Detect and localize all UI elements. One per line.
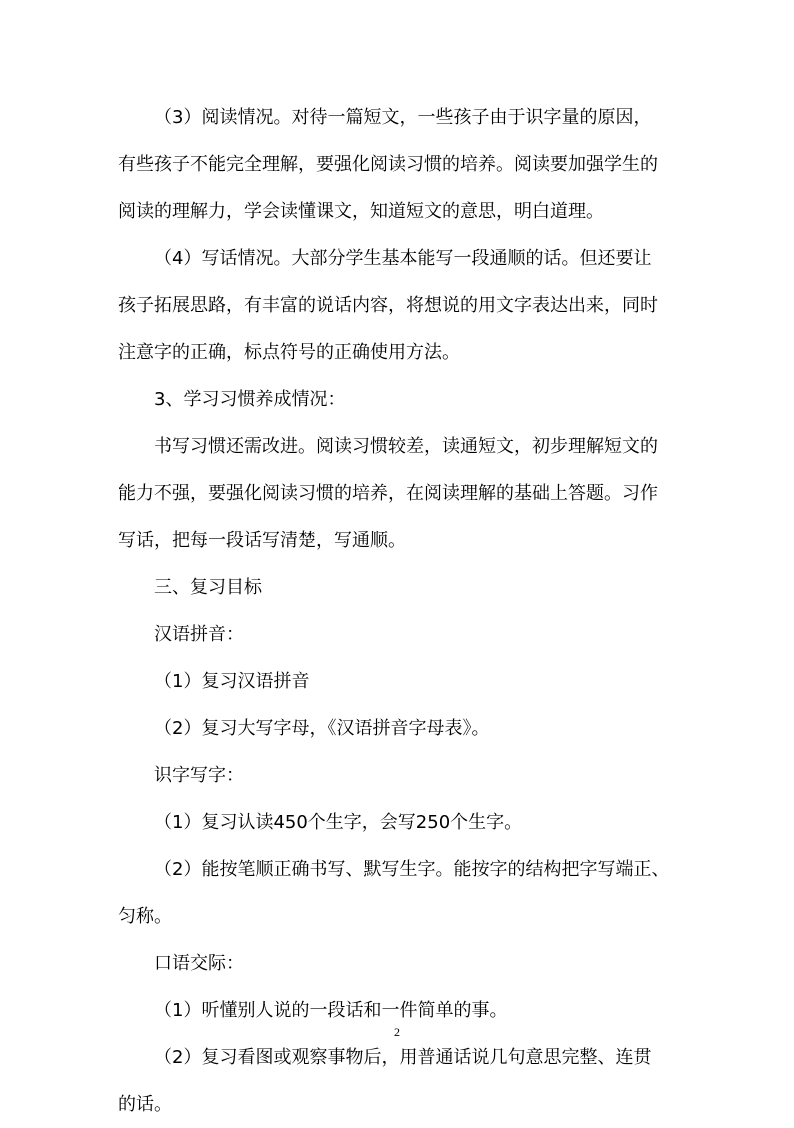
text-line: 汉语拼音： (154, 624, 244, 645)
text-line: （3）阅读情况。对待一篇短文，一些孩子由于识字量的原因， (154, 107, 652, 128)
text-line: 注意字的正确，标点符号的正确使用方法。 (118, 342, 460, 363)
text-line: 有些孩子不能完全理解，要强化阅读习惯的培养。阅读要加强学生的 (118, 154, 658, 175)
text-line: 能力不强，要强化阅读习惯的培养，在阅读理解的基础上答题。习作 (118, 483, 658, 504)
page-number: 2 (394, 1025, 400, 1039)
text-line: 三、复习目标 (154, 577, 262, 598)
text-line: （1）复习认读450个生字，会写250个生字。 (154, 812, 523, 833)
text-line: 识字写字： (154, 765, 244, 786)
text-line: 3、学习习惯养成情况： (154, 389, 346, 410)
text-line: 写话，把每一段话写清楚，写通顺。 (118, 530, 406, 551)
text-line: （4）写话情况。大部分学生基本能写一段通顺的话。但还要让 (154, 248, 652, 269)
text-line: （1）复习汉语拼音 (154, 671, 310, 692)
text-line: 书写习惯还需改进。阅读习惯较差，读通短文，初步理解短文的 (154, 436, 658, 457)
text-line: （2）能按笔顺正确书写、默写生字。能按字的结构把字写端正、 (154, 859, 670, 880)
document-body (118, 94, 688, 1128)
text-line: 的话。 (118, 1094, 172, 1115)
text-line: （1）听懂别人说的一段话和一件简单的事。 (154, 1000, 508, 1021)
text-line: 匀称。 (118, 906, 172, 927)
text-line: （2）复习看图或观察事物后，用普通话说几句意思完整、连贯 (154, 1047, 652, 1068)
text-line: 孩子拓展思路，有丰富的说话内容，将想说的用文字表达出来，同时 (118, 295, 658, 316)
text-line: 口语交际： (154, 953, 244, 974)
text-line: 阅读的理解力，学会读懂课文，知道短文的意思，明白道理。 (118, 201, 604, 222)
text-line: （2）复习大写字母，《汉语拼音字母表》。 (154, 718, 490, 739)
